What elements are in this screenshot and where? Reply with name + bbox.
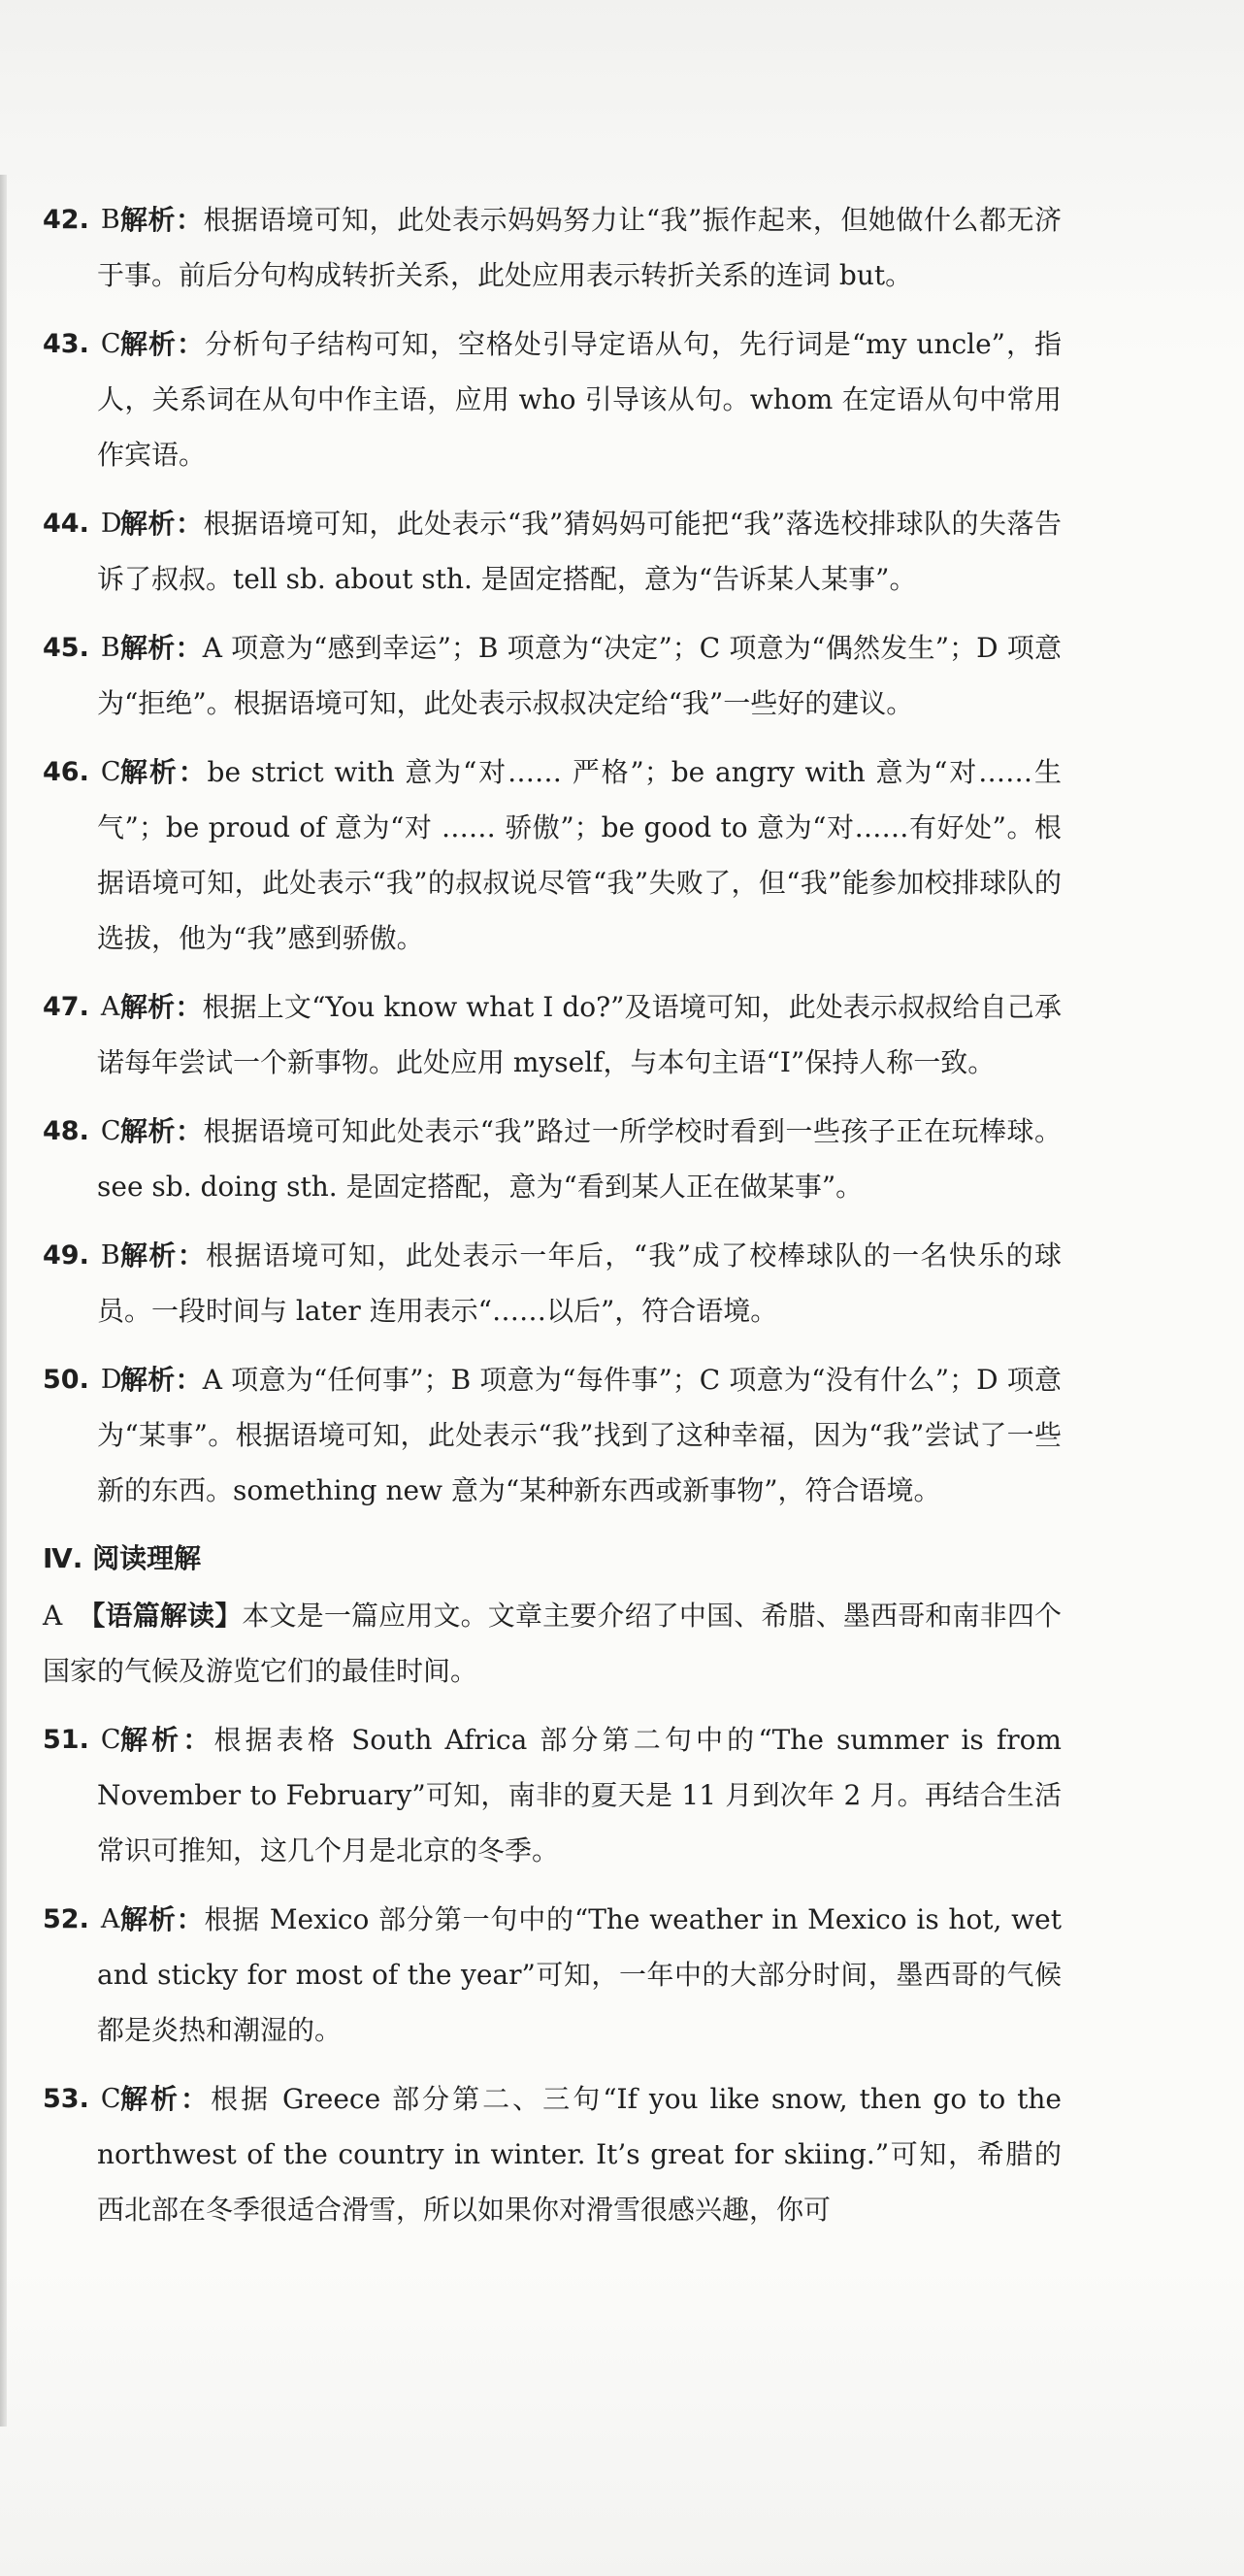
analysis-tag: 解析 (120, 508, 176, 540)
question-number-label: 50. (43, 1365, 89, 1395)
question-number (43, 744, 121, 800)
answer-letter: A (100, 1904, 120, 1934)
explanation (97, 192, 1062, 303)
explanation (97, 1892, 1062, 2058)
question-number-label: 49. (43, 1240, 89, 1271)
analysis-tag: 解析 (120, 1364, 176, 1396)
analysis-colon: ： (177, 328, 205, 360)
answer-letter: B (100, 205, 120, 235)
analysis-tag: 解析 (120, 328, 177, 360)
explanation (97, 2071, 1062, 2237)
answer-item (43, 1712, 1062, 1878)
explanation-text: A 项意为“感到幸运”；B 项意为“决定”；C 项意为“偶然发生”；D 项意为“拒绝”。根据语境可知，此处表示叔叔决定给“我”一些好的建议。 (97, 632, 1062, 719)
answer-letter: B (100, 1240, 120, 1271)
analysis-colon: ： (176, 1903, 205, 1935)
analysis-tag: 解析 (120, 1903, 177, 1935)
explanation (97, 744, 1062, 966)
explanation-text: be strict with 意为“对…… 严格”；be angry with 意为“对……生气”；be proud of 意为“对 …… 骄傲”；be good to 意为“对……有好处”。根据语境可知，此处表示“我”的叔叔说尽管“我”失败了，但“我”能参加校排球队的选拔，他为“我”感到骄傲。 (97, 756, 1062, 954)
explanation (97, 620, 1062, 731)
question-number (43, 1228, 120, 1283)
analysis-colon: ： (175, 1364, 203, 1396)
passage-text: 本文是一篇应用文。文章主要介绍了中国、希腊、墨西哥和南非四个国家的气候及游览它们的最佳时间。 (43, 1600, 1062, 1687)
reading-answers-section (43, 1712, 1062, 2237)
question-number-label: 48. (43, 1116, 89, 1146)
question-number (43, 1352, 122, 1407)
explanation-text: 根据 Mexico 部分第一句中的“The weather in Mexico is hot, wet and sticky for most of the year”可知，一年中的大部分时间，墨西哥的气候都是炎热和潮湿的。 (97, 1903, 1062, 2046)
analysis-tag: 解析 (120, 204, 177, 236)
question-number (43, 316, 121, 372)
explanation-text: 根据语境可知，此处表示“我”猜妈妈可能把“我”落选校排球队的失落告诉了叔叔。tell sb. about sth. 是固定搭配，意为“告诉某人某事”。 (97, 508, 1062, 595)
question-number (43, 620, 120, 676)
answer-letter: D (100, 509, 122, 539)
answer-letter: B (100, 633, 120, 663)
explanation (97, 1104, 1062, 1214)
question-number-label: 44. (43, 509, 89, 539)
analysis-colon: ： (182, 1724, 214, 1756)
explanation-text: A 项意为“任何事”；B 项意为“每件事”；C 项意为“没有什么”；D 项意为“某事”。根据语境可知，此处表示“我”找到了这种幸福，因为“我”尝试了一些新的东西。something new 意为“某种新东西或新事物”，符合语境。 (97, 1364, 1062, 1506)
explanation (97, 316, 1062, 482)
analysis-tag: 解析 (120, 632, 176, 664)
answer-item (43, 1352, 1062, 1518)
answer-item (43, 1228, 1062, 1338)
answer-key-page (43, 192, 1062, 2251)
answer-item (43, 1104, 1062, 1214)
question-number-label: 51. (43, 1725, 89, 1755)
answer-letter: C (100, 1116, 121, 1146)
analysis-colon: ： (176, 1115, 204, 1147)
page-binding-edge (0, 175, 7, 2427)
analysis-colon: ： (175, 991, 203, 1023)
answer-letter: C (100, 757, 121, 787)
explanation-text: 分析句子结构可知，空格处引导定语从句，先行词是“my uncle”，指人，关系词在从句中作主语，应用 who 引导该从句。whom 在定语从句中常用作宾语。 (97, 328, 1062, 471)
explanation (97, 979, 1062, 1090)
passage-label: A (43, 1600, 63, 1632)
question-number-label: 43. (43, 329, 89, 359)
analysis-tag: 解析 (120, 1724, 183, 1756)
question-number-label: 47. (43, 992, 89, 1022)
answer-item (43, 620, 1062, 731)
answer-letter: C (100, 2084, 121, 2114)
explanation-text: 根据上文“You know what I do?”及语境可知，此处表示叔叔给自己承诺每年尝试一个新事物。此处应用 myself，与本句主语“I”保持人称一致。 (97, 991, 1062, 1078)
explanation (97, 1228, 1062, 1338)
analysis-tag: 解析 (120, 1239, 178, 1271)
question-number-label: 53. (43, 2084, 89, 2114)
analysis-colon: ： (176, 204, 204, 236)
question-number-label: 42. (43, 205, 89, 235)
analysis-tag: 解析 (120, 2083, 181, 2115)
analysis-colon: ： (177, 1239, 207, 1271)
explanation-text: 根据 Greece 部分第二、三句“If you like snow, then go to the northwest of the country in winter. It’s great for skiing.”可知，希腊的西北部在冬季很适合滑雪，所以如果你对滑雪很感兴趣，你可 (97, 2083, 1062, 2226)
question-number (43, 979, 119, 1035)
answer-item (43, 979, 1062, 1090)
analysis-colon: ： (178, 756, 208, 788)
explanation-text: 根据表格 South Africa 部分第二句中的“The summer is from November to February”可知，南非的夏天是 11 月到次年 2 月。再结合生活常识可推知，这几个月是北京的冬季。 (97, 1724, 1062, 1866)
question-number (43, 1892, 119, 1947)
explanation (97, 1352, 1062, 1518)
explanation-text: 根据语境可知此处表示“我”路过一所学校时看到一些孩子正在玩棒球。see sb. doing sth. 是固定搭配，意为“看到某人正在做某事”。 (97, 1115, 1062, 1203)
answer-letter: D (100, 1365, 122, 1395)
question-number-label: 52. (43, 1904, 89, 1934)
question-number (43, 2071, 121, 2127)
analysis-colon: ： (175, 508, 204, 540)
answer-item (43, 2071, 1062, 2237)
question-number (43, 1104, 121, 1159)
explanation (97, 496, 1062, 607)
question-number (43, 1712, 121, 1767)
explanation-text: 根据语境可知，此处表示妈妈努力让“我”振作起来，但她做什么都无济于事。前后分句构成转折关系，此处应用表示转折关系的连词 but。 (97, 204, 1062, 291)
analysis-colon: ： (180, 2083, 212, 2115)
analysis-tag: 解析 (120, 756, 179, 788)
question-number (43, 496, 122, 551)
answer-letter: C (100, 329, 121, 359)
answer-letter: C (100, 1725, 121, 1755)
answer-item (43, 1892, 1062, 2058)
answer-item (43, 316, 1062, 482)
passage-summary (43, 1588, 1062, 1699)
cloze-answers-section (43, 192, 1062, 1518)
explanation (97, 1712, 1062, 1878)
question-number-label: 46. (43, 757, 89, 787)
answer-letter: A (100, 992, 120, 1022)
section-heading-reading: Ⅳ. 阅读理解 (43, 1542, 202, 1574)
answer-item (43, 192, 1062, 303)
answer-item (43, 744, 1062, 966)
answer-item (43, 496, 1062, 607)
analysis-tag: 解析 (120, 991, 176, 1023)
question-number-label: 45. (43, 633, 89, 663)
analysis-tag: 解析 (120, 1115, 177, 1147)
analysis-colon: ： (175, 632, 203, 664)
question-number (43, 192, 120, 248)
explanation-text: 根据语境可知，此处表示一年后，“我”成了校棒球队的一名快乐的球员。一段时间与 later 连用表示“……以后”，符合语境。 (97, 1239, 1062, 1327)
passage-tag: 【语篇解读】 (78, 1600, 243, 1632)
